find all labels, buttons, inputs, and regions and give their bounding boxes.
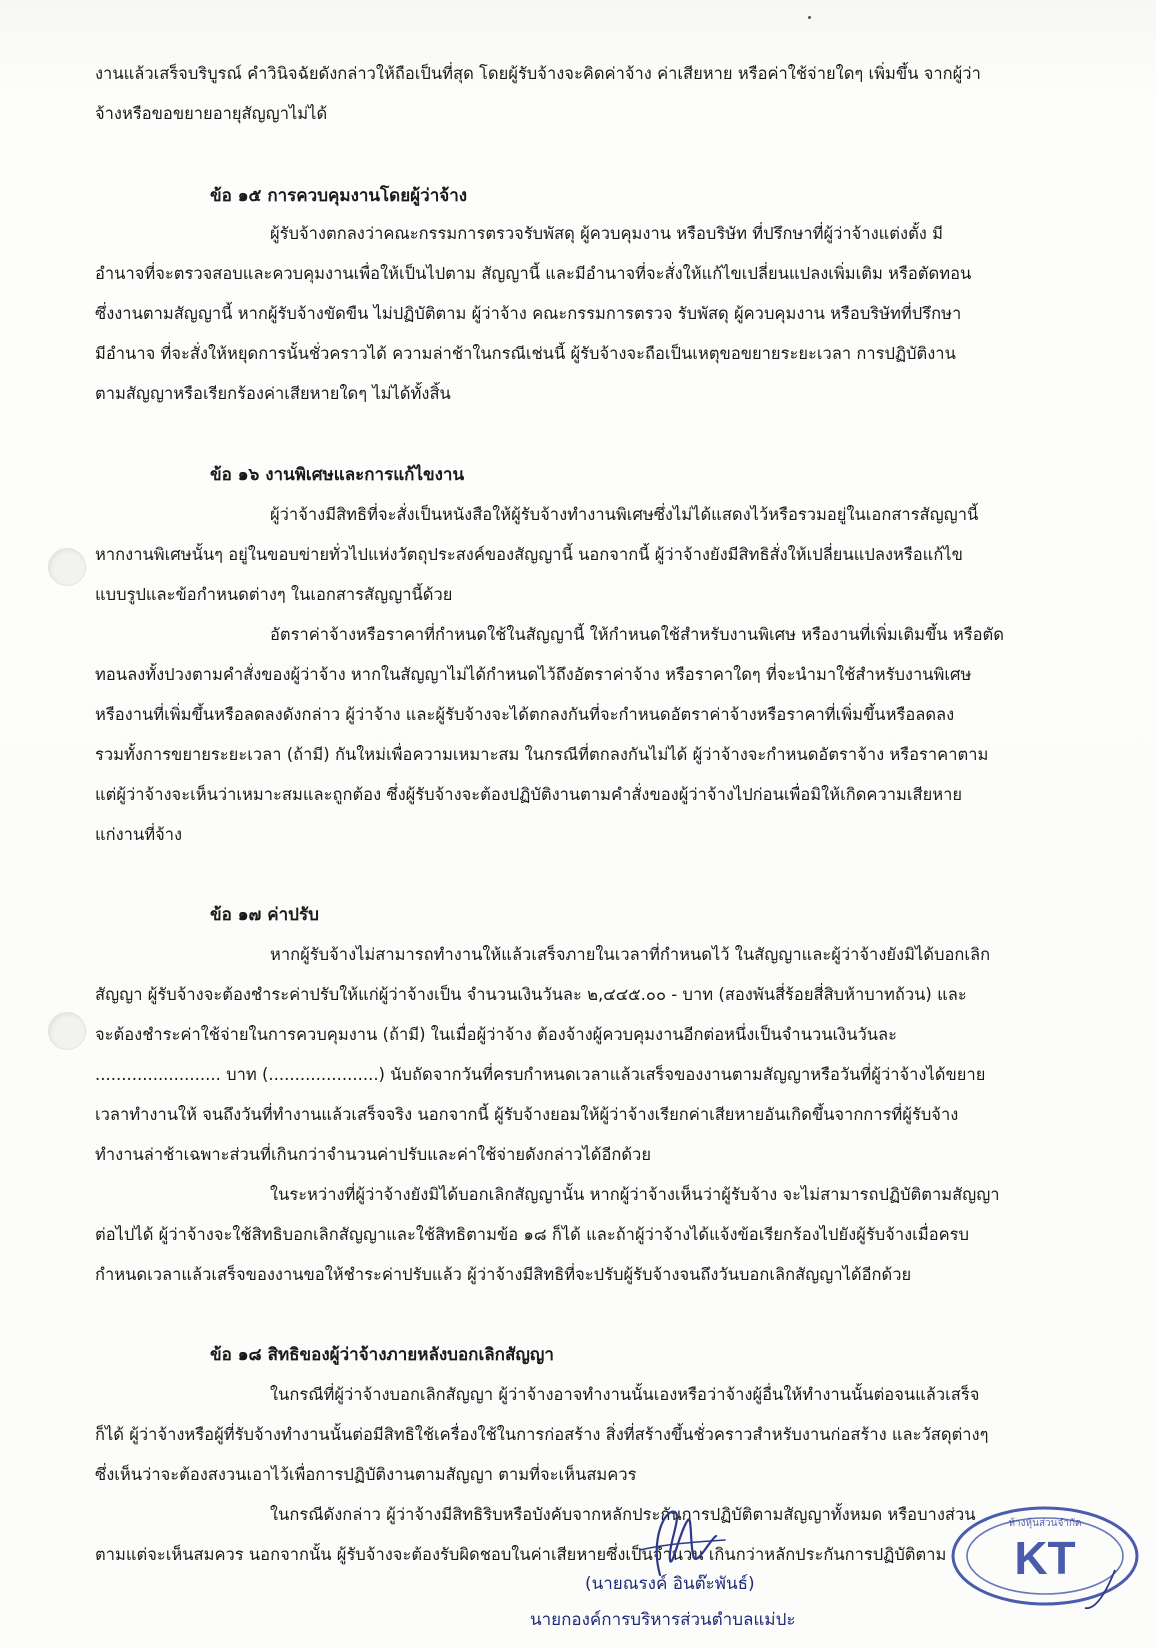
section-heading-17: ข้อ ๑๗ ค่าปรับ xyxy=(210,905,319,925)
text-line: หากผู้รับจ้างไม่สามารถทำงานให้แล้วเสร็จภายในเวลาที่กำหนดไว้ ในสัญญาและผู้ว่าจ้างยังมิได้บอกเลิก xyxy=(270,945,991,964)
text-line: ซึ่งงานตามสัญญานี้ หากผู้รับจ้างขัดขืน ไม่ปฏิบัติตาม ผู้ว่าจ้าง คณะกรรมการตรวจ รับพัสดุ ผู้ควบคุมงาน หรือบริษัทที่ปรึกษา xyxy=(95,304,962,323)
section-heading-18: ข้อ ๑๘ สิทธิของผู้ว่าจ้างภายหลังบอกเลิกสัญญา xyxy=(210,1345,554,1365)
text-line: กำหนดเวลาแล้วเสร็จของงานขอให้ชำระค่าปรับแล้ว ผู้ว่าจ้างมีสิทธิที่จะปรับผู้รับจ้างจนถึงวันบอกเลิกสัญญาได้อีกด้วย xyxy=(95,1265,912,1284)
text-line: รวมทั้งการขยายระยะเวลา (ถ้ามี) กันใหม่เพื่อความเหมาะสม ในกรณีที่ตกลงกันไม่ได้ ผู้ว่าจ้างจะกำหนดอัตราจ้าง หรือราคาตาม xyxy=(95,745,989,764)
scan-speck xyxy=(808,16,811,19)
text-line: ในกรณีที่ผู้ว่าจ้างบอกเลิกสัญญา ผู้ว่าจ้างอาจทำงานนั้นเองหรือว่าจ้างผู้อื่นให้ทำงานนั้นต่อจนแล้วเสร็จ xyxy=(270,1385,980,1404)
text-line: ทำงานล่าช้าเฉพาะส่วนที่เกินกว่าจำนวนค่าปรับและค่าใช้จ่ายดังกล่าวได้อีกด้วย xyxy=(95,1145,651,1164)
text-line: ตามสัญญาหรือเรียกร้องค่าเสียหายใดๆ ไม่ได้ทั้งสิ้น xyxy=(95,384,451,403)
text-line: สัญญา ผู้รับจ้างจะต้องชำระค่าปรับให้แก่ผู้ว่าจ้างเป็น จำนวนเงินวันละ ๒,๔๔๕.๐๐ - บาท (สองพันสี่ร้อยสี่สิบห้าบาทถ้วน) และ xyxy=(95,985,967,1004)
text-line: แก่งานที่จ้าง xyxy=(95,825,183,844)
text-line: ในระหว่างที่ผู้ว่าจ้างยังมิได้บอกเลิกสัญญานั้น หากผู้ว่าจ้างเห็นว่าผู้รับจ้าง จะไม่สามารถปฏิบัติตามสัญญา xyxy=(270,1185,1000,1204)
text-line: ในกรณีดังกล่าว ผู้ว่าจ้างมีสิทธิริบหรือบังคับจากหลักประกันการปฏิบัติตามสัญญาทั้งหมด หรือบางส่วน xyxy=(270,1505,976,1524)
text-line: แต่ผู้ว่าจ้างจะเห็นว่าเหมาะสมและถูกต้อง ซึ่งผู้รับจ้างจะต้องปฏิบัติงานตามคำสั่งของผู้ว่าจ้างไปก่อนเพื่อมิให้เกิดความเสียหาย xyxy=(95,785,963,804)
stamp-logo-text: KT xyxy=(1014,1532,1076,1584)
text-line: ตามแต่จะเห็นสมควร นอกจากนั้น ผู้รับจ้างจะต้องรับผิดชอบในค่าเสียหายซึ่งเป็นจำนวน เกินกว่าหลักประกันการปฏิบัติตาม xyxy=(95,1545,947,1564)
text-line: ก็ได้ ผู้ว่าจ้างหรือผู้ที่รับจ้างทำงานนั้นต่อมีสิทธิใช้เครื่องใช้ในการก่อสร้าง สิ่งที่สร้างขึ้นชั่วคราวสำหรับงานก่อสร้าง และวัสดุต่างๆ xyxy=(95,1425,989,1444)
text-line: มีอำนาจ ที่จะสั่งให้หยุดการนั้นชั่วคราวได้ ความล่าช้าในกรณีเช่นนี้ ผู้รับจ้างจะถือเป็นเหตุขอขยายระยะเวลา การปฏิบัติงาน xyxy=(95,344,956,363)
section-heading-16: ข้อ ๑๖ งานพิเศษและการแก้ไขงาน xyxy=(210,465,465,485)
text-line: หรืองานที่เพิ่มขึ้นหรือลดลงดังกล่าว ผู้ว่าจ้าง และผู้รับจ้างจะได้ตกลงกันที่จะกำหนดอัตราค่าจ้างหรือราคาที่เพิ่มขึ้นหรือลดลง xyxy=(95,705,955,724)
signatory-title: นายกองค์การบริหารส่วนตำบลแม่ปะ xyxy=(530,1610,796,1630)
text-line: เวลาทำงานให้ จนถึงวันที่ทำงานแล้วเสร็จจริง นอกจากนี้ ผู้รับจ้างยอมให้ผู้ว่าจ้างเรียกค่าเสียหายอันเกิดขึ้นจากการที่ผู้รับจ้าง xyxy=(95,1105,959,1124)
text-line: จ้างหรือขอขยายอายุสัญญาไม่ได้ xyxy=(95,104,328,123)
text-line: ........................ บาท (.....................) นับถัดจากวันที่ครบกำหนดเวลาแล้วเสร็จของงานตามสัญญาหรือวันที่ผู้ว่าจ้างได้ขยาย xyxy=(95,1065,986,1084)
punch-hole-top xyxy=(48,548,86,586)
text-line: จะต้องชำระค่าใช้จ่ายในการควบคุมงาน (ถ้ามี) ในเมื่อผู้ว่าจ้าง ต้องจ้างผู้ควบคุมงานอีกต่อหนึ่งเป็นจำนวนเงินวันละ xyxy=(95,1025,898,1044)
text-line: อำนาจที่จะตรวจสอบและควบคุมงานเพื่อให้เป็นไปตาม สัญญานี้ และมีอำนาจที่จะสั่งให้แก้ไขเปลี่ยนแปลงเพิ่มเติม หรือตัดทอน xyxy=(95,264,972,283)
text-line: ต่อไปได้ ผู้ว่าจ้างจะใช้สิทธิบอกเลิกสัญญาและใช้สิทธิตามข้อ ๑๘ ก็ได้ และถ้าผู้ว่าจ้างได้แจ้งข้อเรียกร้องไปยังผู้รับจ้างเมื่อครบ xyxy=(95,1225,969,1244)
stamp-ring-text: ห้างหุ้นส่วนจำกัด xyxy=(1008,1518,1082,1529)
text-line: อัตราค่าจ้างหรือราคาที่กำหนดใช้ในสัญญานี้ ให้กำหนดใช้สำหรับงานพิเศษ หรืองานที่เพิ่มเติมขึ้น หรือตัด xyxy=(270,625,1004,644)
company-stamp xyxy=(945,1500,1145,1610)
text-line: หากงานพิเศษนั้นๆ อยู่ในขอบข่ายทั่วไปแห่งวัตถุประสงค์ของสัญญานี้ นอกจากนี้ ผู้ว่าจ้างยังมีสิทธิสั่งให้เปลี่ยนแปลงหรือแก้ไข xyxy=(95,545,963,564)
text-line: ทอนลงทั้งปวงตามคำสั่งของผู้ว่าจ้าง หากในสัญญาไม่ได้กำหนดไว้ถึงอัตราค่าจ้าง หรือราคาใดๆ ที่จะนำมาใช้สำหรับงานพิเศษ xyxy=(95,665,972,684)
section-heading-15: ข้อ ๑๕ การควบคุมงานโดยผู้ว่าจ้าง xyxy=(210,186,468,206)
signatory-name: (นายณรงค์ อินต๊ะพันธ์) xyxy=(585,1574,755,1594)
text-line: ผู้ว่าจ้างมีสิทธิที่จะสั่งเป็นหนังสือให้ผู้รับจ้างทำงานพิเศษซึ่งไม่ได้แสดงไว้หรือรวมอยู่ในเอกสารสัญญานี้ xyxy=(270,505,979,524)
punch-hole-bottom xyxy=(48,1012,86,1050)
handwritten-signature xyxy=(620,1500,740,1580)
text-line: ซึ่งเห็นว่าจะต้องสงวนเอาไว้เพื่อการปฏิบัติงานตามสัญญา ตามที่จะเห็นสมควร xyxy=(95,1465,637,1484)
text-line: งานแล้วเสร็จบริบูรณ์ คำวินิจฉัยดังกล่าวให้ถือเป็นที่สุด โดยผู้รับจ้างจะคิดค่าจ้าง ค่าเสียหาย หรือค่าใช้จ่ายใดๆ เพิ่มขึ้น จากผู้ว่า xyxy=(95,64,981,83)
text-line: ผู้รับจ้างตกลงว่าคณะกรรมการตรวจรับพัสดุ ผู้ควบคุมงาน หรือบริษัท ที่ปรึกษาที่ผู้ว่าจ้างแต่งตั้ง มี xyxy=(270,224,943,243)
text-line: แบบรูปและข้อกำหนดต่างๆ ในเอกสารสัญญานี้ด้วย xyxy=(95,585,453,604)
